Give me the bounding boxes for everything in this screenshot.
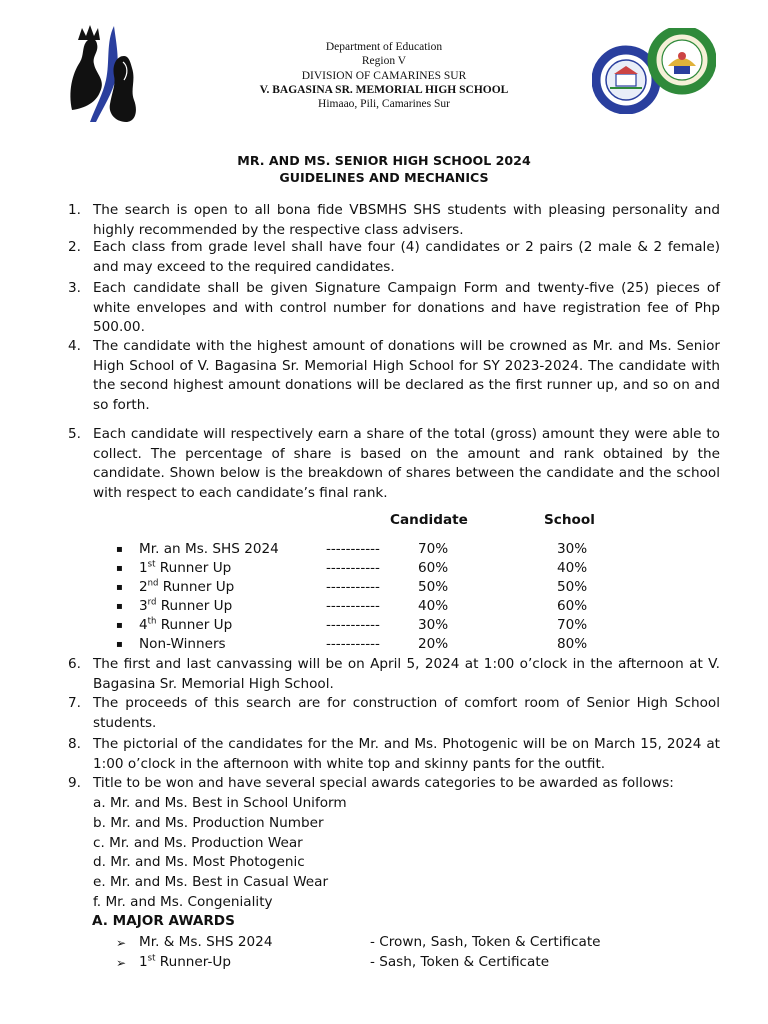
share-school: 50% (557, 579, 588, 595)
item-number: 9. (68, 775, 81, 791)
share-candidate: 60% (418, 560, 449, 576)
column-header-candidate: Candidate (390, 512, 468, 528)
guideline-item-5: Each candidate will respectively earn a share of the total (gross) amount they were able to collect. The percentage of share is based on the amount and rank obtained by the candidate. Shown below is the breakdown of shares between the candidate and the school with respect to each candidate’s final rank. (93, 426, 720, 501)
share-dash: ----------- (326, 617, 380, 633)
major-awards-heading: A. MAJOR AWARDS (92, 913, 235, 929)
guideline-item-7: The proceeds of this search are for construction of comfort room of Senior High School students. (93, 695, 720, 731)
school-name: V. BAGASINA SR. MEMORIAL HIGH SCHOOL (259, 83, 509, 96)
share-candidate: 50% (418, 579, 449, 595)
major-award-prize: - Sash, Token & Certificate (370, 954, 550, 970)
division-line: DIVISION OF CAMARINES SUR (301, 69, 467, 82)
special-award-f: f. Mr. and Ms. Congeniality (93, 894, 273, 910)
deped-seal-icon (652, 30, 712, 90)
arrow-bullet-icon: ➢ (116, 936, 127, 950)
bullet-icon: ▪ (116, 620, 123, 631)
special-award-d: d. Mr. and Ms. Most Photogenic (93, 854, 305, 870)
bullet-icon: ▪ (116, 563, 123, 574)
item-number: 1. (68, 202, 81, 218)
share-school: 40% (557, 560, 588, 576)
region-line: Region V (361, 55, 407, 68)
document-title (0, 152, 768, 186)
item-number: 8. (68, 736, 81, 752)
major-award-title: Mr. & Ms. SHS 2024 (139, 934, 273, 950)
bullet-icon: ▪ (116, 544, 123, 555)
title-line-1: MR. AND MS. SENIOR HIGH SCHOOL 2024 (237, 153, 531, 168)
guideline-item-4: The candidate with the highest amount of donations will be crowned as Mr. and Ms. Senior High School of V. Bagasina Sr. Memorial High School for SY 2023-2024. The candidate with the second highest amount donations will be declared as the first runner up, and so on and so forth. (93, 338, 720, 413)
share-rank: Non-Winners (139, 636, 226, 652)
special-award-c: c. Mr. and Ms. Production Wear (93, 835, 303, 851)
share-rank: 1st Runner Up (139, 559, 232, 576)
guideline-item-2: Each class from grade level shall have four (4) candidates or 2 pairs (2 male & 2 female) and may exceed to the required candidates. (93, 239, 720, 275)
special-award-b: b. Mr. and Ms. Production Number (93, 815, 324, 831)
item-number: 6. (68, 656, 81, 672)
share-candidate: 40% (418, 598, 449, 614)
share-school: 60% (557, 598, 588, 614)
share-dash: ----------- (326, 560, 380, 576)
share-candidate: 70% (418, 541, 449, 557)
guideline-item-9: Title to be won and have several special awards categories to be awarded as follows: (93, 775, 674, 791)
share-rank: 3rd Runner Up (139, 597, 233, 614)
item-number: 7. (68, 695, 81, 711)
school-address: Himaao, Pili, Camarines Sur (318, 98, 450, 111)
bullet-icon: ▪ (116, 582, 123, 593)
major-award-prize: - Crown, Sash, Token & Certificate (370, 934, 601, 950)
share-school: 30% (557, 541, 588, 557)
item-number: 5. (68, 426, 81, 442)
bullet-icon: ▪ (116, 639, 123, 650)
school-seals (592, 28, 716, 114)
special-award-e: e. Mr. and Ms. Best in Casual Wear (93, 874, 329, 890)
guideline-item-3: Each candidate shall be given Signature Campaign Form and twenty-five (25) pieces of white envelopes and with control number for donations and have registration fee of Php 500.00. (93, 280, 720, 335)
department-line: Department of Education (325, 41, 443, 53)
guideline-item-6: The first and last canvassing will be on April 5, 2024 at 1:00 o’clock in the afternoon at V. Bagasina Sr. Memorial High School. (93, 656, 720, 692)
share-candidate: 20% (418, 636, 449, 652)
major-award-title: 1st Runner-Up (139, 953, 231, 970)
column-header-school: School (544, 512, 595, 528)
school-seal-icon (596, 50, 656, 110)
share-school: 80% (557, 636, 588, 652)
item-number: 2. (68, 239, 81, 255)
share-dash: ----------- (326, 636, 380, 652)
guideline-item-1: The search is open to all bona fide VBSMHS SHS students with pleasing personality and highly recommended by the respective class advisers. (93, 202, 720, 238)
share-rank: Mr. an Ms. SHS 2024 (139, 541, 279, 557)
share-dash: ----------- (326, 598, 380, 614)
share-school: 70% (557, 617, 588, 633)
share-rank: 4th Runner Up (139, 616, 233, 633)
bullet-icon: ▪ (116, 601, 123, 612)
share-dash: ----------- (326, 541, 380, 557)
arrow-bullet-icon: ➢ (116, 956, 127, 970)
title-line-2: GUIDELINES AND MECHANICS (279, 170, 489, 185)
share-dash: ----------- (326, 579, 380, 595)
special-award-a: a. Mr. and Ms. Best in School Uniform (93, 795, 347, 811)
item-number: 4. (68, 338, 81, 354)
share-rank: 2nd Runner Up (139, 578, 235, 595)
guideline-item-8: The pictorial of the candidates for the Mr. and Ms. Photogenic will be on March 15, 2024 at 1:00 o’clock in the afternoon with white top and skinny pants for the outfit. (93, 736, 720, 772)
share-candidate: 30% (418, 617, 449, 633)
item-number: 3. (68, 280, 81, 296)
